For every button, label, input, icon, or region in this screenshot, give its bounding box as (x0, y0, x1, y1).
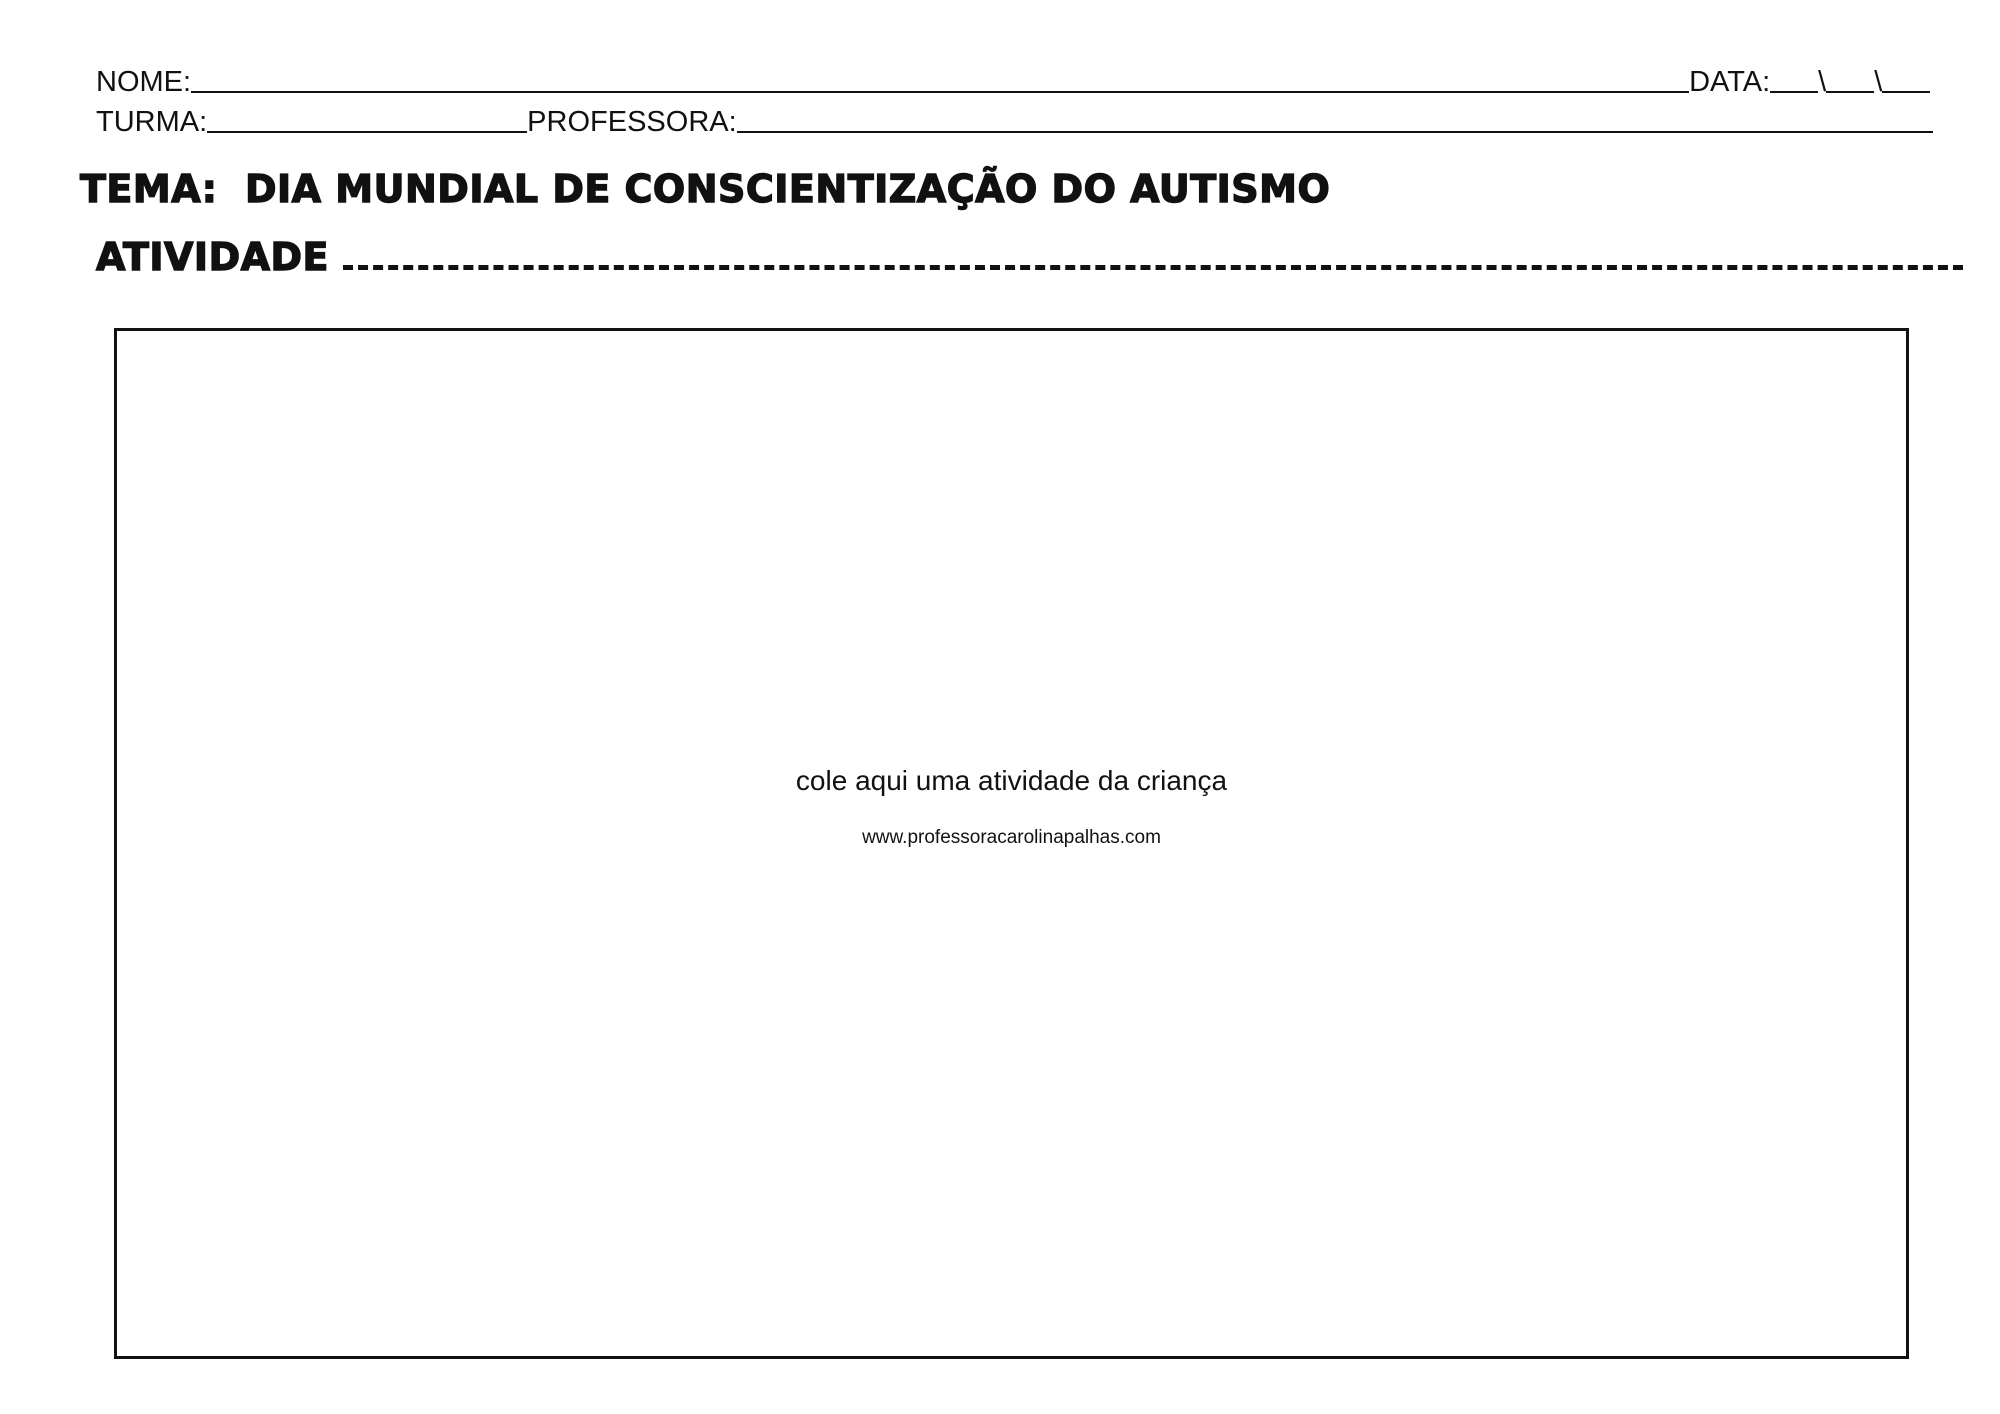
name-field[interactable] (191, 91, 1689, 93)
teacher-label: PROFESSORA: (527, 106, 737, 138)
activity-heading (96, 235, 1963, 279)
name-date-row (96, 68, 1930, 97)
class-teacher-row (96, 108, 1933, 137)
name-label: NOME: (96, 66, 192, 98)
date-month-field[interactable] (1826, 91, 1874, 93)
website-url: www.professoracarolinapalhas.com (862, 827, 1161, 848)
activity-name-field[interactable] (343, 265, 1963, 270)
theme-heading (80, 167, 1331, 211)
date-label: DATA: (1689, 66, 1771, 98)
date-day-field[interactable] (1770, 91, 1818, 93)
class-label: TURMA: (96, 106, 208, 138)
class-field[interactable] (207, 131, 527, 133)
date-separator-1: \ (1818, 66, 1827, 98)
activity-label: ATIVIDADE (96, 235, 330, 279)
teacher-field[interactable] (737, 131, 1933, 133)
theme-title: DIA MUNDIAL DE CONSCIENTIZAÇÃO DO AUTISMO (244, 167, 1331, 211)
date-separator-2: \ (1874, 66, 1883, 98)
theme-label: TEMA: (80, 167, 218, 211)
paste-instruction: cole aqui uma atividade da criança (795, 765, 1228, 796)
paste-area-box (114, 328, 1909, 1359)
date-year-field[interactable] (1882, 91, 1930, 93)
